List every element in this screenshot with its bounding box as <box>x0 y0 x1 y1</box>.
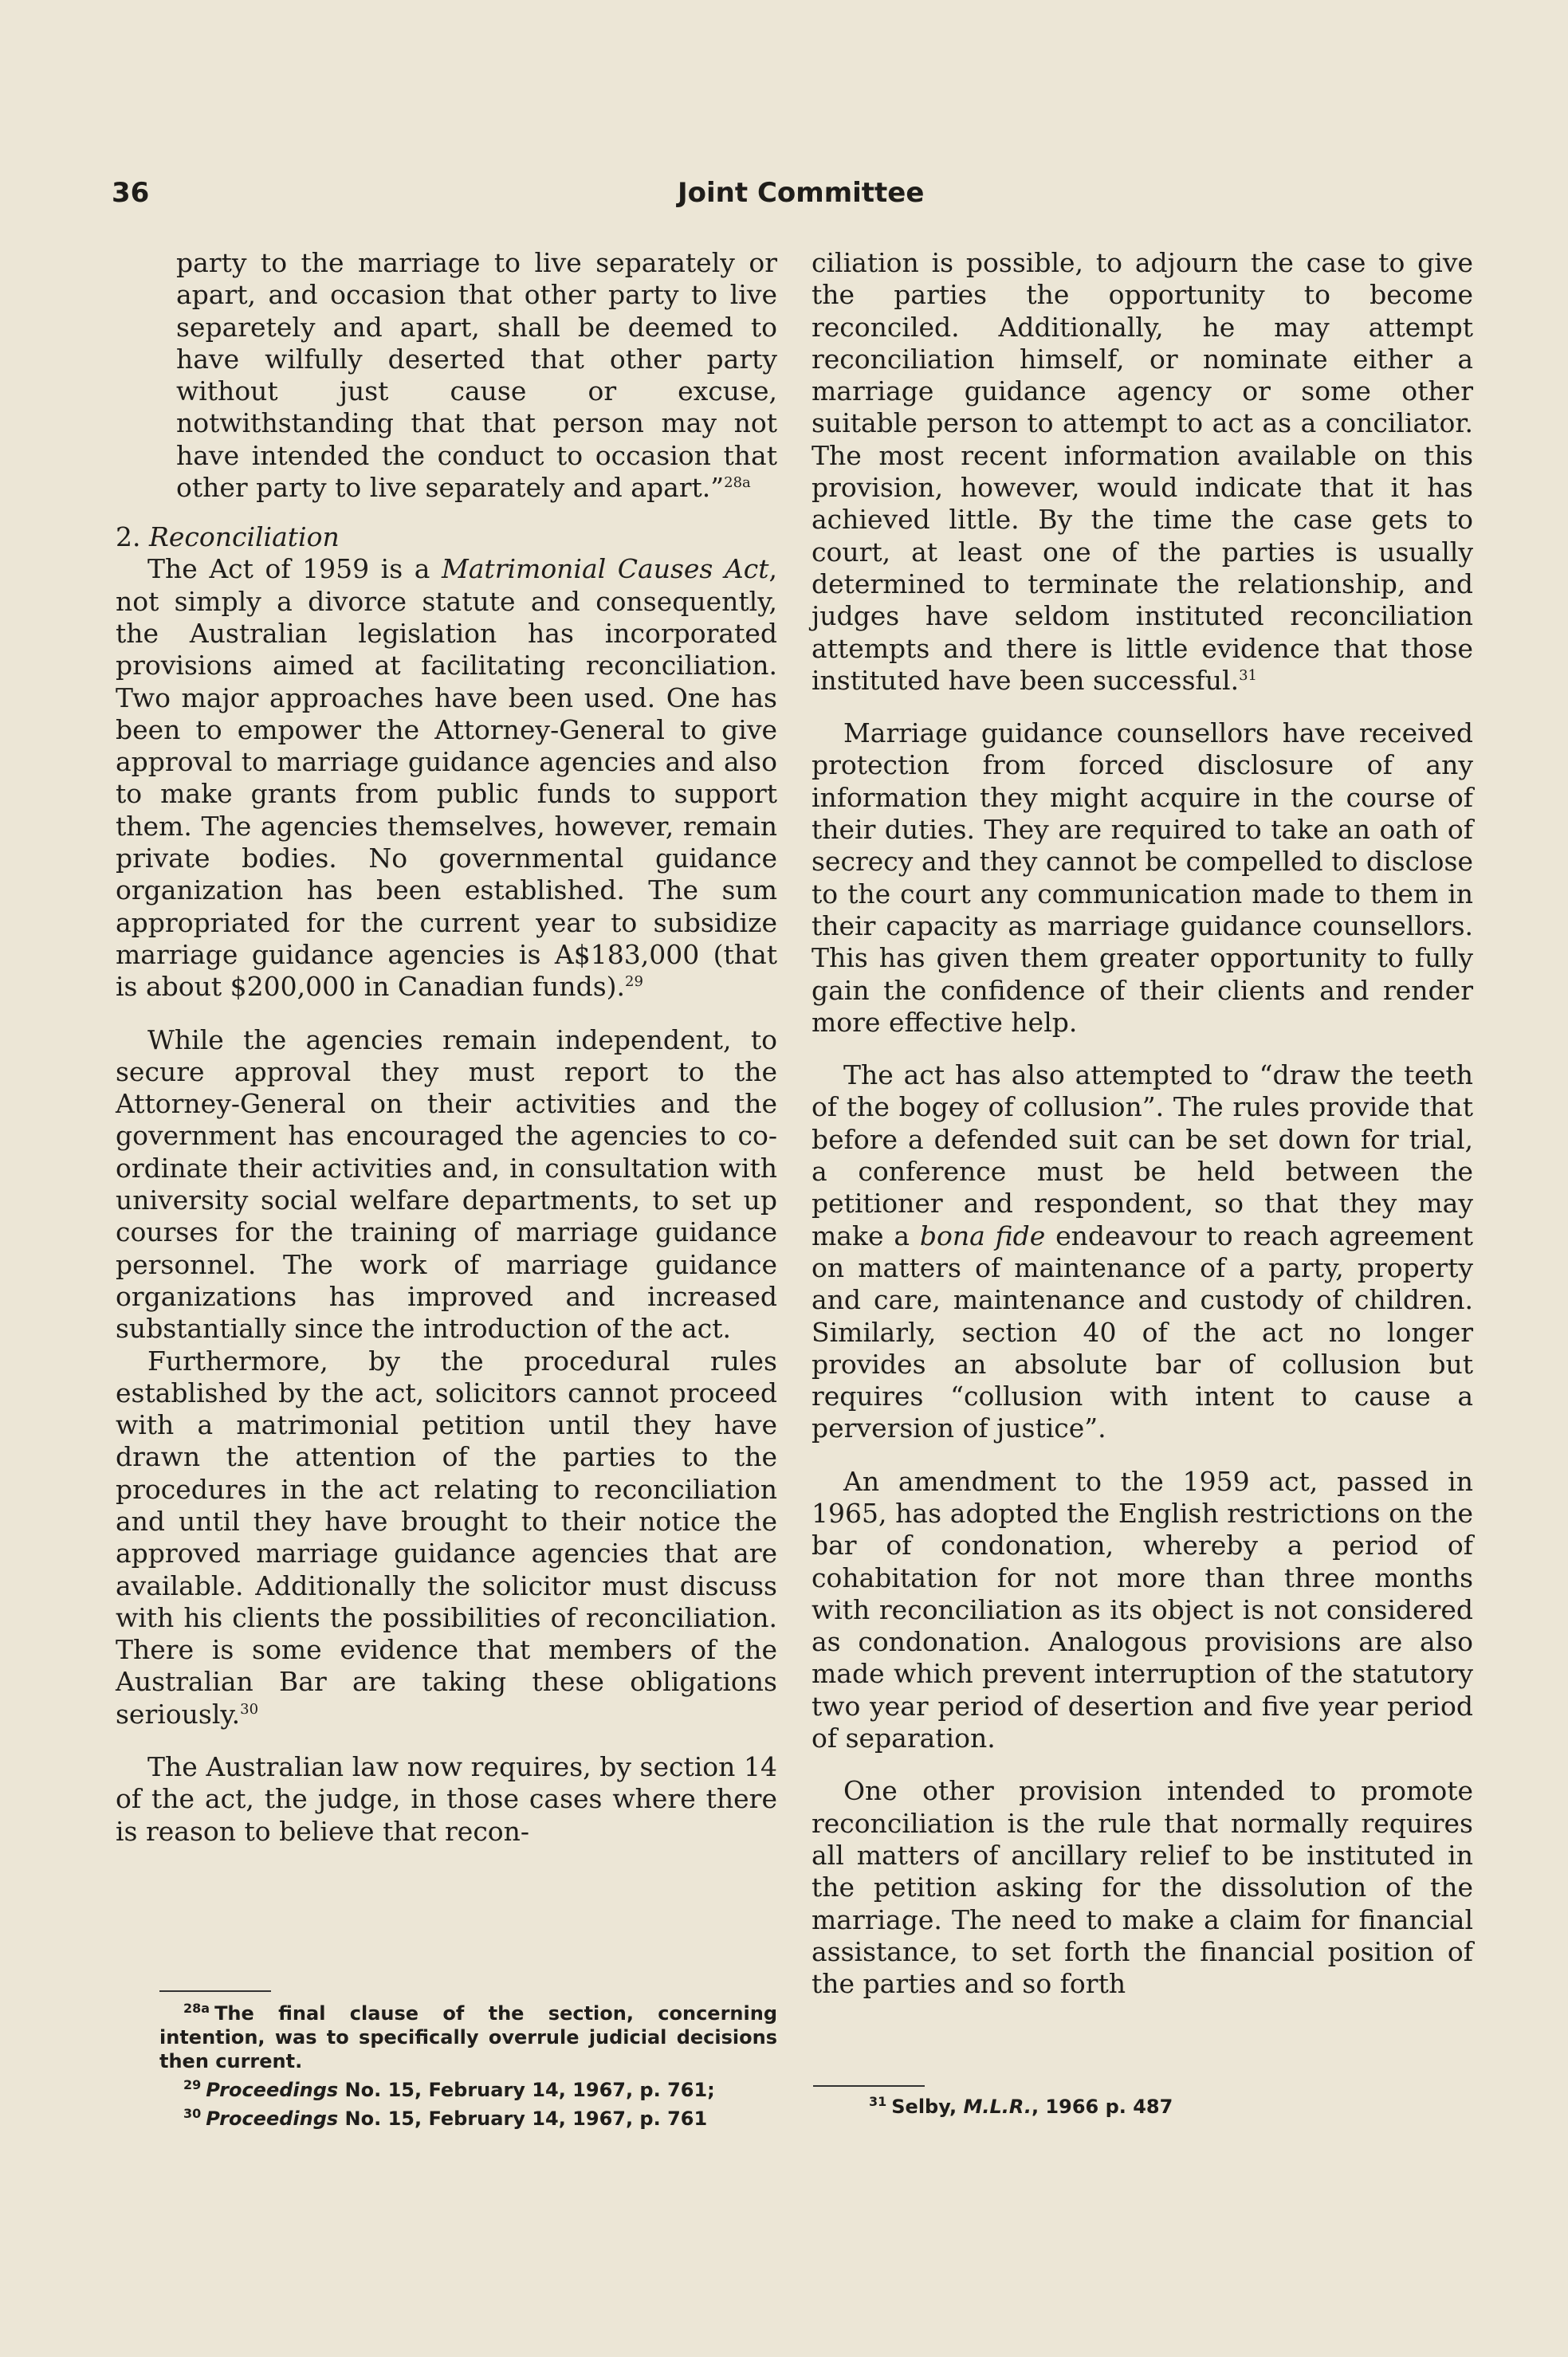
footnote-text: Selby, <box>891 2096 964 2118</box>
section-heading <box>116 521 777 553</box>
paragraph-agencies: While the agencies remain independent, to secure approval they must report to the Attorney-General on their activities and the government has encouraged the agencies to co-ordinate their activities and, in consultation with university social welfare departments, to set up courses for the training of marriage guidance personnel. The work of marriage guidance organizations has improved and increased substantially since the introduction of the act. <box>116 1023 777 1345</box>
left-column <box>116 247 777 1848</box>
section-heading-title: Reconciliation <box>148 521 340 553</box>
footnote-text: , 1966 p. 487 <box>1031 2096 1173 2118</box>
footnote-text: The final clause of the section, concerning intention, was to specifically overrule judicial decisions then current. <box>159 2002 777 2072</box>
right-column <box>812 247 1473 2000</box>
para-text: The act has also attempted to “draw the teeth of the bogey of collusion”. The rules provide that before a defended suit can be set down for trial, a conference must be held between the petitioner and respondent, so that they may make a <box>812 1059 1473 1251</box>
footnote-28a <box>159 1997 777 2073</box>
footnote-divider-right <box>813 2085 925 2087</box>
para-emphasis: bona fide <box>919 1220 1046 1251</box>
footnote-29 <box>159 2073 777 2102</box>
footnote-mark: 29 <box>183 2077 202 2092</box>
footnote-mark: 30 <box>183 2106 202 2121</box>
footnotes-left <box>159 1997 777 2131</box>
footnote-emphasis: Proceedings <box>206 2079 339 2101</box>
footnote-30 <box>159 2102 777 2131</box>
footnote-mark: 31 <box>869 2094 887 2109</box>
paragraph-ancillary-relief: One other provision intended to promote reconciliation is the rule that normally requires all matters of ancillary relief to be instituted in the petition asking for the dissolution of the marriage. The need to make a claim for financial assistance, to set forth the financial position of the parties and so forth <box>812 1775 1473 2000</box>
footnote-text: No. 15, February 14, 1967, p. 761 <box>338 2108 708 2130</box>
footnote-text: No. 15, February 14, 1967, p. 761; <box>338 2079 715 2101</box>
para-text: ciliation is possible, to adjourn the case to give the parties the opportunity to become reconciled. Additionally, he may attempt reconciliation himself, or nominate either a marriage guidance agency or some other suitable person to attempt to act as a conciliator. The most recent information available on this provision, however, would indicate that it has achieved little. By the time the case gets to court, at least one of the parties is usually determined to terminate the relationship, and judges have seldom instituted reconciliation attempts and there is little evidence that those instituted have been successful. <box>812 247 1473 696</box>
para-text: Furthermore, by the procedural rules established by the act, solicitors cannot proceed with a matrimonial petition until they have drawn the attention of the parties to the procedures in the act relating to reconciliation and until they have brought to their notice the approved marriage guidance agencies that are available. Additionally the solicitor must discuss with his clients the possibilities of reconciliation. There is some evidence that members of the Australian Bar are taking these obligations seriously. <box>116 1345 777 1730</box>
footnote-emphasis: Proceedings <box>206 2108 339 2130</box>
quote-text: party to the marriage to live separately or apart, and occasion that other party to live separetely and apart, shall be deemed to have wilfully deserted that other party without just cause or excuse, notwithstanding that that person may not have intended the conduct to occasion that other party to live separately and apart.” <box>176 247 777 504</box>
section-heading-number: 2. <box>116 521 149 553</box>
paragraph-counsellors: Marriage guidance counsellors have received protection from forced disclosure of any information they might acquire in the course of their duties. They are required to take an oath of secrecy and they cannot be compelled to disclose to the court any communication made to them in their capacity as marriage guidance counsellors. This has given them greater opportunity to fully gain the confidence of their clients and render more effective help. <box>812 717 1473 1038</box>
footnote-divider-left <box>159 1990 271 1992</box>
page-number: 36 <box>112 177 150 209</box>
footnote-ref-29: 29 <box>625 973 643 991</box>
para-emphasis: Matrimonial Causes Act <box>441 553 769 585</box>
footnotes-right <box>869 2090 1507 2119</box>
paragraph-collusion <box>812 1059 1473 1445</box>
paragraph-section-14: The Australian law now requires, by section 14 of the act, the judge, in those cases where there is reason to believe that recon- <box>116 1751 777 1847</box>
footnote-mark: 28a <box>183 2001 210 2016</box>
para-text: endeavour to reach agreement on matters of maintenance of a party, property and care, maintenance and custody of children. Similarly, section 40 of the act no longer provides an absolute bar of collusion but requires “collusion with intent to cause a perversion of justice”. <box>812 1220 1474 1444</box>
running-title: Joint Committee <box>678 177 925 209</box>
quoted-statute <box>176 247 777 504</box>
paragraph-conciliation <box>812 247 1473 697</box>
paragraph-procedural-rules <box>116 1345 777 1731</box>
footnote-emphasis: M.L.R. <box>963 2096 1032 2118</box>
paragraph-act-1959 <box>116 553 777 1003</box>
footnote-31 <box>869 2090 1507 2119</box>
footnote-ref-28a: 28a <box>724 474 751 492</box>
para-text: The Act of 1959 is a <box>147 553 442 585</box>
para-text: , not simply a divorce statute and consequently, the Australian legislation has incorporated provisions aimed at facilitating reconciliation. Two major approaches have been used. One has been to empower the Attorney-General to give approval to marriage guidance agencies and also to make grants from public funds to support them. The agencies themselves, however, remain private bodies. No governmental guidance organization has been established. The sum appropriated for the current year to subsidize marriage guidance agencies is A$183,000 (that is about $200,000 in Canadian funds). <box>116 553 777 1003</box>
footnote-ref-30: 30 <box>240 1700 259 1718</box>
paragraph-amendment-1965: An amendment to the 1959 act, passed in 1965, has adopted the English restrictions on the bar of condonation, whereby a period of cohabitation for not more than three months with reconciliation as its object is not considered as condonation. Analogous provisions are also made which prevent interruption of the statutory two year period of desertion and five year period of separation. <box>812 1465 1473 1754</box>
footnote-ref-31: 31 <box>1239 666 1257 684</box>
